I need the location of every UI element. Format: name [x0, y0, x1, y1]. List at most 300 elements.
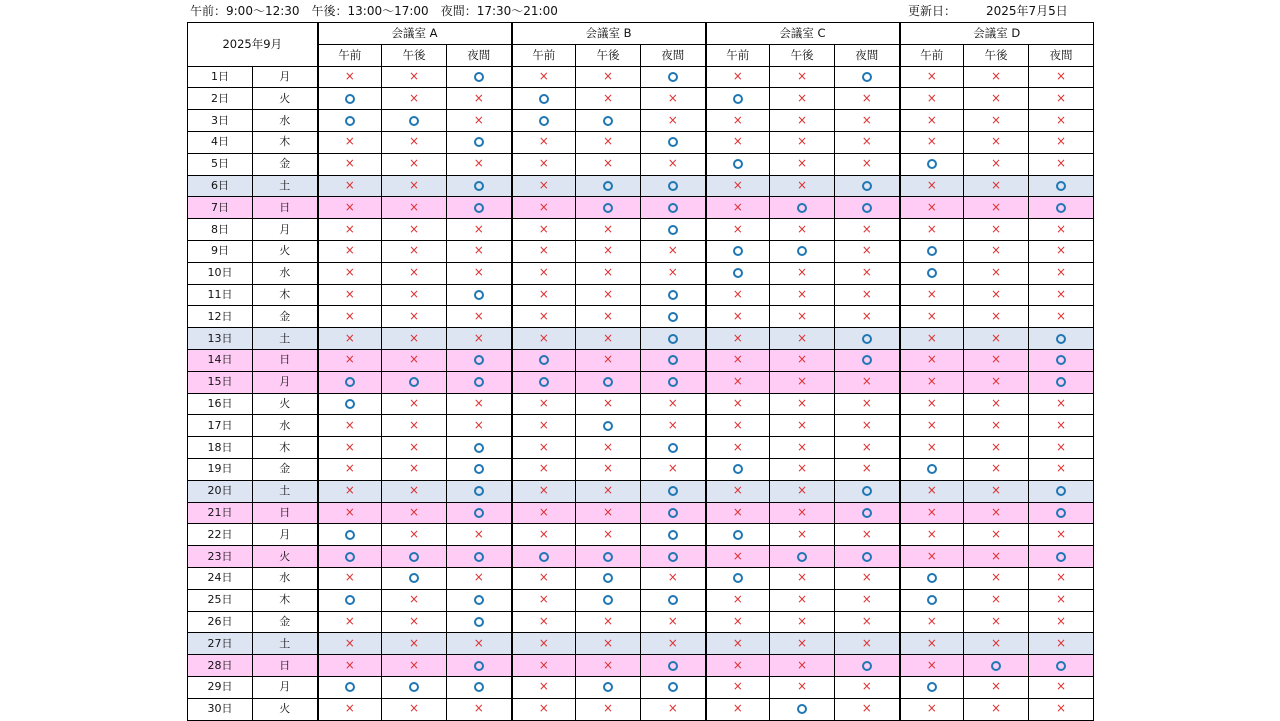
unavailable-cross-icon: × — [408, 177, 420, 192]
unavailable-cross-icon: × — [344, 657, 355, 672]
unavailable-cross-icon: × — [1055, 221, 1067, 236]
unavailable-cross-icon: × — [1055, 679, 1067, 694]
availability-cell — [576, 66, 641, 88]
unavailable-cross-icon: × — [990, 68, 1002, 83]
unavailable-cross-icon: × — [926, 657, 937, 672]
available-circle-icon — [1056, 486, 1066, 496]
available-circle-icon — [927, 682, 937, 692]
table-row — [188, 698, 1094, 720]
unavailable-cross-icon: × — [861, 395, 872, 410]
availability-cell — [512, 567, 576, 589]
availability-cell — [900, 415, 964, 437]
availability-cell — [576, 633, 641, 655]
unavailable-cross-icon: × — [602, 461, 614, 476]
availability-cell — [447, 284, 512, 306]
weekday-cell: 土 — [253, 633, 318, 655]
available-circle-icon — [668, 203, 678, 213]
unavailable-cross-icon: × — [861, 570, 872, 585]
unavailable-cross-icon: × — [732, 679, 743, 694]
table-row — [188, 306, 1094, 328]
unavailable-cross-icon: × — [538, 265, 549, 280]
availability-cell — [382, 240, 447, 262]
availability-cell — [1029, 633, 1094, 655]
availability-cell — [576, 480, 641, 502]
available-circle-icon — [668, 72, 678, 82]
availability-cell — [318, 698, 382, 720]
availability-cell — [447, 349, 512, 371]
unavailable-cross-icon: × — [473, 635, 484, 650]
availability-cell — [964, 175, 1029, 197]
unavailable-cross-icon: × — [344, 439, 355, 454]
availability-cell — [576, 219, 641, 241]
available-circle-icon — [733, 246, 743, 256]
weekday-cell: 日 — [253, 655, 318, 677]
availability-cell — [512, 175, 576, 197]
date-cell: 4日 — [188, 131, 253, 153]
weekday-cell: 土 — [253, 480, 318, 502]
availability-cell — [770, 524, 835, 546]
availability-cell — [641, 131, 706, 153]
weekday-cell: 火 — [253, 546, 318, 568]
availability-cell — [900, 197, 964, 219]
unavailable-cross-icon: × — [990, 483, 1002, 498]
availability-cell — [447, 676, 512, 698]
available-circle-icon — [668, 486, 678, 496]
availability-cell — [835, 393, 900, 415]
weekday-cell: 月 — [253, 371, 318, 393]
availability-cell — [964, 546, 1029, 568]
unavailable-cross-icon: × — [538, 68, 549, 83]
table-row — [188, 480, 1094, 502]
unavailable-cross-icon: × — [861, 679, 872, 694]
slot-header: 午前 — [318, 44, 382, 66]
unavailable-cross-icon: × — [1055, 308, 1067, 323]
availability-cell — [706, 393, 770, 415]
availability-cell — [576, 262, 641, 284]
availability-cell — [447, 655, 512, 677]
availability-cell — [318, 110, 382, 132]
availability-cell — [1029, 567, 1094, 589]
unavailable-cross-icon: × — [408, 461, 420, 476]
unavailable-cross-icon: × — [667, 243, 678, 258]
availability-cell — [641, 349, 706, 371]
unavailable-cross-icon: × — [732, 439, 743, 454]
unavailable-cross-icon: × — [926, 635, 937, 650]
availability-cell — [318, 306, 382, 328]
availability-cell — [512, 458, 576, 480]
availability-cell — [770, 589, 835, 611]
availability-cell — [964, 153, 1029, 175]
unavailable-cross-icon: × — [990, 526, 1002, 541]
availability-cell — [900, 110, 964, 132]
availability-cell — [641, 66, 706, 88]
availability-cell — [900, 240, 964, 262]
unavailable-cross-icon: × — [473, 417, 484, 432]
table-header — [188, 23, 1094, 67]
unavailable-cross-icon: × — [408, 90, 420, 105]
availability-cell — [835, 458, 900, 480]
unavailable-cross-icon: × — [1055, 613, 1067, 628]
unavailable-cross-icon: × — [861, 417, 872, 432]
unavailable-cross-icon: × — [990, 439, 1002, 454]
availability-cell — [576, 458, 641, 480]
availability-cell — [770, 655, 835, 677]
date-cell: 1日 — [188, 66, 253, 88]
available-circle-icon — [409, 377, 419, 387]
table-row — [188, 589, 1094, 611]
available-circle-icon — [1056, 508, 1066, 518]
room-header: 会議室 B — [512, 23, 706, 45]
business-hours-note: 午前：9:00〜12:30 午後：13:00〜17:00 夜間：17:30〜21:00 — [190, 4, 558, 18]
table-row — [188, 546, 1094, 568]
availability-cell — [447, 415, 512, 437]
table-row — [188, 88, 1094, 110]
availability-cell — [1029, 66, 1094, 88]
availability-cell — [900, 328, 964, 350]
availability-cell — [447, 589, 512, 611]
unavailable-cross-icon: × — [990, 395, 1002, 410]
available-circle-icon — [927, 573, 937, 583]
availability-cell — [382, 328, 447, 350]
availability-cell — [641, 110, 706, 132]
availability-cell — [835, 219, 900, 241]
availability-cell — [447, 66, 512, 88]
unavailable-cross-icon: × — [796, 395, 808, 410]
available-circle-icon — [474, 355, 484, 365]
availability-cell — [318, 480, 382, 502]
availability-cell — [706, 546, 770, 568]
unavailable-cross-icon: × — [732, 352, 743, 367]
availability-cell — [770, 219, 835, 241]
available-circle-icon — [991, 661, 1001, 671]
availability-cell — [447, 219, 512, 241]
unavailable-cross-icon: × — [1055, 265, 1067, 280]
unavailable-cross-icon: × — [408, 199, 420, 214]
unavailable-cross-icon: × — [408, 156, 420, 171]
availability-cell — [318, 88, 382, 110]
unavailable-cross-icon: × — [861, 308, 872, 323]
date-cell: 22日 — [188, 524, 253, 546]
availability-cell — [576, 284, 641, 306]
unavailable-cross-icon: × — [408, 504, 420, 519]
availability-cell — [382, 458, 447, 480]
unavailable-cross-icon: × — [1055, 526, 1067, 541]
available-circle-icon — [603, 573, 613, 583]
unavailable-cross-icon: × — [538, 439, 549, 454]
availability-cell — [770, 567, 835, 589]
availability-cell — [770, 349, 835, 371]
table-row — [188, 349, 1094, 371]
weekday-cell: 土 — [253, 328, 318, 350]
available-circle-icon — [345, 530, 355, 540]
unavailable-cross-icon: × — [732, 374, 743, 389]
availability-cell — [512, 262, 576, 284]
weekday-cell: 土 — [253, 175, 318, 197]
table-row — [188, 655, 1094, 677]
unavailable-cross-icon: × — [408, 308, 420, 323]
availability-cell — [1029, 676, 1094, 698]
date-cell: 26日 — [188, 611, 253, 633]
unavailable-cross-icon: × — [602, 439, 614, 454]
availability-cell — [576, 655, 641, 677]
date-cell: 6日 — [188, 175, 253, 197]
available-circle-icon — [927, 595, 937, 605]
availability-cell — [382, 546, 447, 568]
availability-cell — [382, 611, 447, 633]
availability-cell — [964, 655, 1029, 677]
table-row — [188, 284, 1094, 306]
availability-cell — [641, 502, 706, 524]
available-circle-icon — [345, 399, 355, 409]
available-circle-icon — [927, 246, 937, 256]
availability-cell — [576, 240, 641, 262]
unavailable-cross-icon: × — [1055, 592, 1067, 607]
available-circle-icon — [862, 72, 872, 82]
availability-cell — [706, 262, 770, 284]
unavailable-cross-icon: × — [344, 483, 355, 498]
table-row — [188, 633, 1094, 655]
available-circle-icon — [474, 181, 484, 191]
unavailable-cross-icon: × — [408, 592, 420, 607]
unavailable-cross-icon: × — [602, 613, 614, 628]
availability-cell — [835, 633, 900, 655]
unavailable-cross-icon: × — [344, 68, 355, 83]
unavailable-cross-icon: × — [408, 68, 420, 83]
availability-cell — [512, 437, 576, 459]
available-circle-icon — [733, 573, 743, 583]
availability-cell — [447, 175, 512, 197]
availability-cell — [706, 131, 770, 153]
date-cell: 7日 — [188, 197, 253, 219]
availability-cell — [641, 676, 706, 698]
availability-cell — [706, 66, 770, 88]
availability-cell — [641, 458, 706, 480]
weekday-cell: 火 — [253, 698, 318, 720]
availability-cell — [964, 415, 1029, 437]
availability-cell — [964, 567, 1029, 589]
availability-cell — [318, 66, 382, 88]
unavailable-cross-icon: × — [1055, 395, 1067, 410]
availability-cell — [900, 262, 964, 284]
availability-cell — [835, 66, 900, 88]
unavailable-cross-icon: × — [990, 701, 1002, 716]
unavailable-cross-icon: × — [796, 68, 808, 83]
available-circle-icon — [345, 595, 355, 605]
availability-cell — [835, 88, 900, 110]
availability-cell — [964, 458, 1029, 480]
unavailable-cross-icon: × — [408, 265, 420, 280]
unavailable-cross-icon: × — [538, 286, 549, 301]
unavailable-cross-icon: × — [473, 221, 484, 236]
availability-cell — [447, 197, 512, 219]
available-circle-icon — [409, 573, 419, 583]
available-circle-icon — [345, 682, 355, 692]
unavailable-cross-icon: × — [926, 286, 937, 301]
unavailable-cross-icon: × — [538, 177, 549, 192]
availability-cell — [512, 328, 576, 350]
weekday-cell: 水 — [253, 567, 318, 589]
unavailable-cross-icon: × — [732, 308, 743, 323]
slot-header: 午後 — [576, 44, 641, 66]
available-circle-icon — [668, 137, 678, 147]
availability-cell — [382, 371, 447, 393]
available-circle-icon — [1056, 203, 1066, 213]
available-circle-icon — [603, 595, 613, 605]
unavailable-cross-icon: × — [926, 395, 937, 410]
availability-cell — [706, 219, 770, 241]
availability-cell — [706, 676, 770, 698]
availability-cell — [641, 611, 706, 633]
table-row — [188, 567, 1094, 589]
available-circle-icon — [474, 595, 484, 605]
unavailable-cross-icon: × — [732, 635, 743, 650]
date-cell: 5日 — [188, 153, 253, 175]
unavailable-cross-icon: × — [1055, 461, 1067, 476]
unavailable-cross-icon: × — [990, 417, 1002, 432]
header-row-slots — [188, 44, 1094, 66]
availability-cell — [706, 655, 770, 677]
availability-cell — [835, 197, 900, 219]
unavailable-cross-icon: × — [861, 243, 872, 258]
unavailable-cross-icon: × — [796, 265, 808, 280]
available-circle-icon — [797, 704, 807, 714]
unavailable-cross-icon: × — [926, 352, 937, 367]
availability-cell — [770, 110, 835, 132]
available-circle-icon — [797, 246, 807, 256]
date-cell: 16日 — [188, 393, 253, 415]
available-circle-icon — [733, 530, 743, 540]
unavailable-cross-icon: × — [602, 308, 614, 323]
available-circle-icon — [474, 72, 484, 82]
available-circle-icon — [474, 377, 484, 387]
unavailable-cross-icon: × — [1055, 134, 1067, 149]
availability-cell — [512, 88, 576, 110]
availability-cell — [576, 175, 641, 197]
unavailable-cross-icon: × — [861, 221, 872, 236]
unavailable-cross-icon: × — [926, 90, 937, 105]
unavailable-cross-icon: × — [990, 112, 1002, 127]
available-circle-icon — [474, 290, 484, 300]
availability-cell — [706, 306, 770, 328]
unavailable-cross-icon: × — [408, 483, 420, 498]
availability-cell — [318, 458, 382, 480]
availability-cell — [576, 567, 641, 589]
availability-cell — [1029, 589, 1094, 611]
unavailable-cross-icon: × — [732, 417, 743, 432]
availability-cell — [576, 393, 641, 415]
availability-cell — [706, 240, 770, 262]
unavailable-cross-icon: × — [344, 461, 355, 476]
date-cell: 18日 — [188, 437, 253, 459]
availability-cell — [1029, 502, 1094, 524]
date-cell: 30日 — [188, 698, 253, 720]
availability-cell — [770, 546, 835, 568]
unavailable-cross-icon: × — [602, 504, 614, 519]
availability-cell — [318, 131, 382, 153]
date-cell: 25日 — [188, 589, 253, 611]
availability-cell — [1029, 371, 1094, 393]
availability-cell — [512, 349, 576, 371]
unavailable-cross-icon: × — [344, 417, 355, 432]
room-header: 会議室 D — [900, 23, 1094, 45]
availability-cell — [641, 437, 706, 459]
availability-cell — [900, 589, 964, 611]
unavailable-cross-icon: × — [667, 90, 678, 105]
availability-cell — [382, 480, 447, 502]
available-circle-icon — [409, 552, 419, 562]
availability-cell — [318, 611, 382, 633]
availability-cell — [706, 349, 770, 371]
weekday-cell: 日 — [253, 502, 318, 524]
availability-cell — [770, 197, 835, 219]
unavailable-cross-icon: × — [732, 134, 743, 149]
availability-cell — [576, 131, 641, 153]
unavailable-cross-icon: × — [732, 504, 743, 519]
available-circle-icon — [409, 682, 419, 692]
unavailable-cross-icon: × — [796, 635, 808, 650]
availability-cell — [447, 480, 512, 502]
weekday-cell: 月 — [253, 66, 318, 88]
availability-cell — [512, 131, 576, 153]
available-circle-icon — [474, 137, 484, 147]
unavailable-cross-icon: × — [667, 417, 678, 432]
availability-cell — [770, 328, 835, 350]
availability-cell — [641, 284, 706, 306]
unavailable-cross-icon: × — [796, 679, 808, 694]
weekday-cell: 火 — [253, 393, 318, 415]
availability-cell — [770, 393, 835, 415]
unavailable-cross-icon: × — [538, 613, 549, 628]
availability-cell — [576, 110, 641, 132]
unavailable-cross-icon: × — [344, 199, 355, 214]
availability-cell — [835, 131, 900, 153]
availability-cell — [900, 524, 964, 546]
unavailable-cross-icon: × — [796, 504, 808, 519]
availability-cell — [835, 676, 900, 698]
table-row — [188, 110, 1094, 132]
unavailable-cross-icon: × — [538, 483, 549, 498]
weekday-cell: 水 — [253, 262, 318, 284]
availability-cell — [382, 153, 447, 175]
availability-cell — [1029, 110, 1094, 132]
availability-cell — [576, 546, 641, 568]
unavailable-cross-icon: × — [796, 177, 808, 192]
unavailable-cross-icon: × — [473, 243, 484, 258]
unavailable-cross-icon: × — [861, 439, 872, 454]
unavailable-cross-icon: × — [538, 417, 549, 432]
unavailable-cross-icon: × — [602, 701, 614, 716]
date-cell: 12日 — [188, 306, 253, 328]
availability-cell — [1029, 698, 1094, 720]
availability-cell — [641, 306, 706, 328]
unavailable-cross-icon: × — [344, 177, 355, 192]
availability-cell — [447, 240, 512, 262]
availability-cell — [835, 698, 900, 720]
availability-cell — [382, 437, 447, 459]
unavailable-cross-icon: × — [1055, 68, 1067, 83]
unavailable-cross-icon: × — [473, 112, 484, 127]
unavailable-cross-icon: × — [473, 701, 484, 716]
availability-cell — [447, 110, 512, 132]
availability-cell — [576, 589, 641, 611]
availability-cell — [641, 589, 706, 611]
weekday-cell: 金 — [253, 458, 318, 480]
availability-cell — [900, 458, 964, 480]
availability-cell — [835, 284, 900, 306]
availability-cell — [447, 524, 512, 546]
availability-cell — [382, 589, 447, 611]
availability-cell — [447, 458, 512, 480]
